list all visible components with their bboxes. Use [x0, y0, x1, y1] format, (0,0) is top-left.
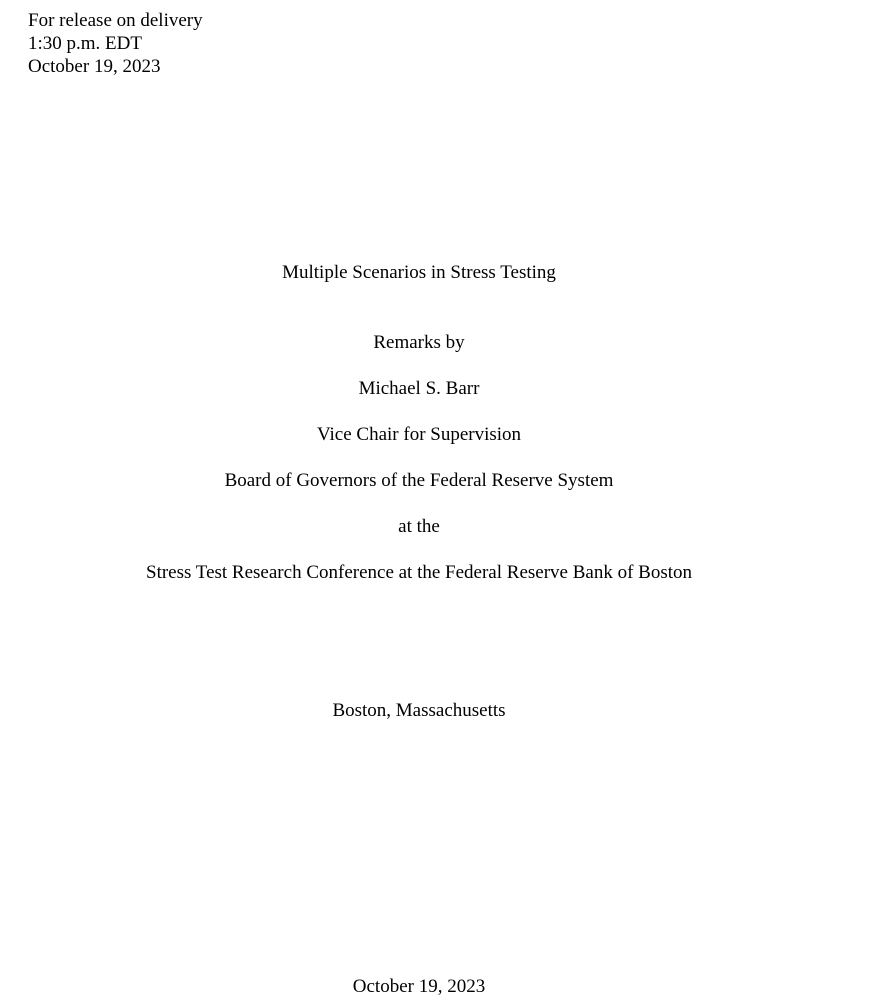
- speaker-role: Vice Chair for Supervision: [316, 424, 522, 445]
- event-name: Stress Test Research Conference at the Federal Reserve Bank of Boston: [146, 562, 692, 583]
- event-location: Boston, Massachusetts: [332, 700, 506, 721]
- release-notice: For release on delivery: [28, 10, 203, 31]
- speaker-name: Michael S. Barr: [358, 378, 480, 399]
- speaker-organization: Board of Governors of the Federal Reserve System: [224, 470, 614, 491]
- release-time: 1:30 p.m. EDT: [28, 33, 142, 54]
- release-block: [28, 9, 203, 78]
- at-the-label: at the: [398, 516, 440, 537]
- release-date: October 19, 2023: [28, 56, 161, 77]
- remarks-by-label: Remarks by: [373, 332, 465, 353]
- speech-title: Multiple Scenarios in Stress Testing: [282, 262, 556, 283]
- speech-date: October 19, 2023: [352, 976, 486, 997]
